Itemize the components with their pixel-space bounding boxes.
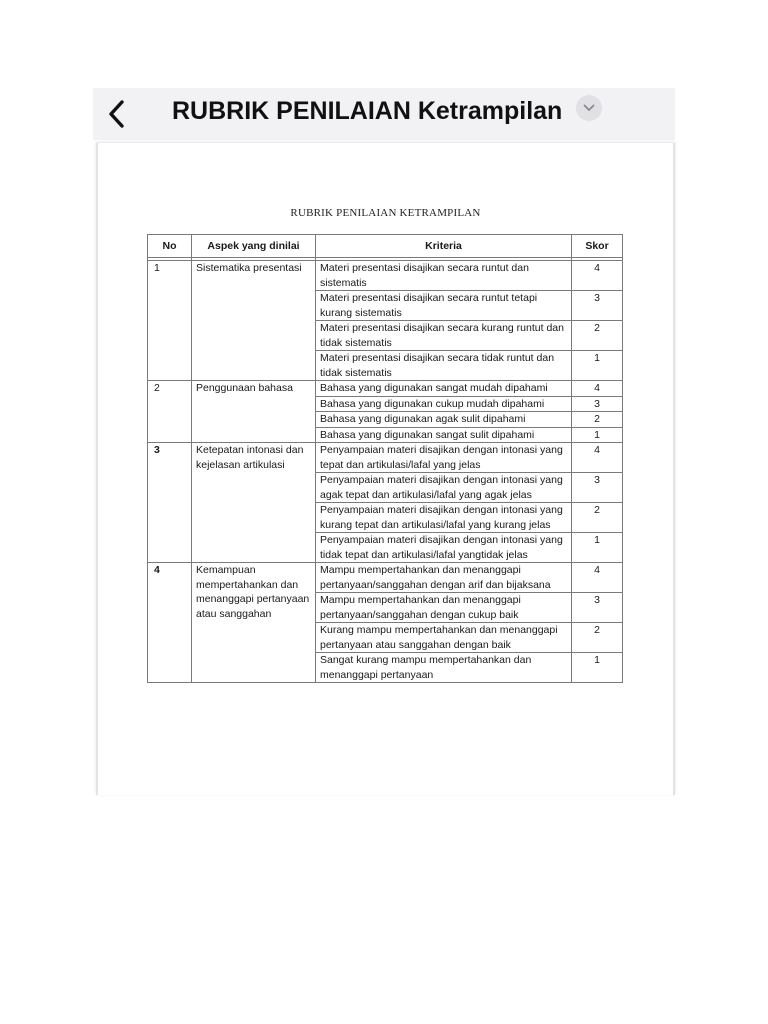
table-row: [148, 443, 623, 473]
table-row: [148, 563, 623, 593]
cell-skor: 4: [572, 563, 623, 593]
document-page[interactable]: [96, 143, 675, 795]
cell-skor: 4: [572, 261, 623, 291]
cell-skor: 2: [572, 503, 623, 533]
cell-kriteria: Bahasa yang digunakan cukup mudah dipahami: [316, 396, 572, 412]
column-header-kriteria: Kriteria: [316, 235, 572, 258]
cell-skor: 2: [572, 321, 623, 351]
cell-kriteria: Materi presentasi disajikan secara runtut dan sistematis: [316, 261, 572, 291]
cell-aspek: Kemampuan mempertahankan dan menanggapi pertanyaan atau sanggahan: [192, 563, 316, 683]
table-row: [148, 261, 623, 291]
cell-kriteria: Penyampaian materi disajikan dengan intonasi yang tepat dan artikulasi/lafal yang jelas: [316, 443, 572, 473]
table-header-row: [148, 235, 623, 258]
cell-no: 3: [148, 443, 192, 563]
column-header-skor: Skor: [572, 235, 623, 258]
cell-skor: 1: [572, 653, 623, 683]
document-title-header[interactable]: RUBRIK PENILAIAN Ketrampilan: [172, 97, 563, 125]
cell-aspek: Ketepatan intonasi dan kejelasan artikulasi: [192, 443, 316, 563]
rubric-table: [147, 234, 623, 683]
chevron-left-icon: [107, 99, 127, 129]
cell-skor: 2: [572, 412, 623, 428]
cell-no: 1: [148, 261, 192, 381]
cell-kriteria: Penyampaian materi disajikan dengan intonasi yang agak tepat dan artikulasi/lafal yang agak jelas: [316, 473, 572, 503]
title-menu-button[interactable]: [576, 95, 602, 121]
cell-kriteria: Bahasa yang digunakan agak sulit dipahami: [316, 412, 572, 428]
cell-skor: 2: [572, 623, 623, 653]
cell-aspek: Sistematika presentasi: [192, 261, 316, 381]
cell-kriteria: Penyampaian materi disajikan dengan intonasi yang tidak tepat dan artikulasi/lafal yangtidak jelas: [316, 533, 572, 563]
rubric-title: RUBRIK PENILAIAN KETRAMPILAN: [290, 207, 481, 219]
cell-kriteria: Materi presentasi disajikan secara runtut tetapi kurang sistematis: [316, 291, 572, 321]
cell-kriteria: Bahasa yang digunakan sangat sulit dipahami: [316, 427, 572, 443]
cell-skor: 3: [572, 473, 623, 503]
cell-skor: 1: [572, 533, 623, 563]
cell-kriteria: Bahasa yang digunakan sangat mudah dipahami: [316, 381, 572, 397]
column-header-aspek: Aspek yang dinilai: [192, 235, 316, 258]
navigation-bar: [93, 88, 675, 140]
cell-no: 4: [148, 563, 192, 683]
cell-kriteria: Mampu mempertahankan dan menanggapi pertanyaan/sanggahan dengan cukup baik: [316, 593, 572, 623]
cell-skor: 3: [572, 291, 623, 321]
cell-skor: 3: [572, 593, 623, 623]
cell-aspek: Penggunaan bahasa: [192, 381, 316, 443]
cell-kriteria: Materi presentasi disajikan secara kurang runtut dan tidak sistematis: [316, 321, 572, 351]
column-header-no: No: [148, 235, 192, 258]
back-button[interactable]: [99, 94, 135, 134]
chevron-down-icon: [583, 104, 595, 112]
cell-kriteria: Materi presentasi disajikan secara tidak runtut dan tidak sistematis: [316, 351, 572, 381]
cell-kriteria: Penyampaian materi disajikan dengan intonasi yang kurang tepat dan artikulasi/lafal yang kurang jelas: [316, 503, 572, 533]
cell-kriteria: Sangat kurang mampu mempertahankan dan menanggapi pertanyaan: [316, 653, 572, 683]
cell-skor: 1: [572, 351, 623, 381]
cell-skor: 1: [572, 427, 623, 443]
table-row: [148, 381, 623, 397]
cell-skor: 4: [572, 381, 623, 397]
cell-skor: 4: [572, 443, 623, 473]
cell-skor: 3: [572, 396, 623, 412]
cell-no: 2: [148, 381, 192, 443]
cell-kriteria: Kurang mampu mempertahankan dan menanggapi pertanyaan atau sanggahan dengan baik: [316, 623, 572, 653]
cell-kriteria: Mampu mempertahankan dan menanggapi pertanyaan/sanggahan dengan arif dan bijaksana: [316, 563, 572, 593]
